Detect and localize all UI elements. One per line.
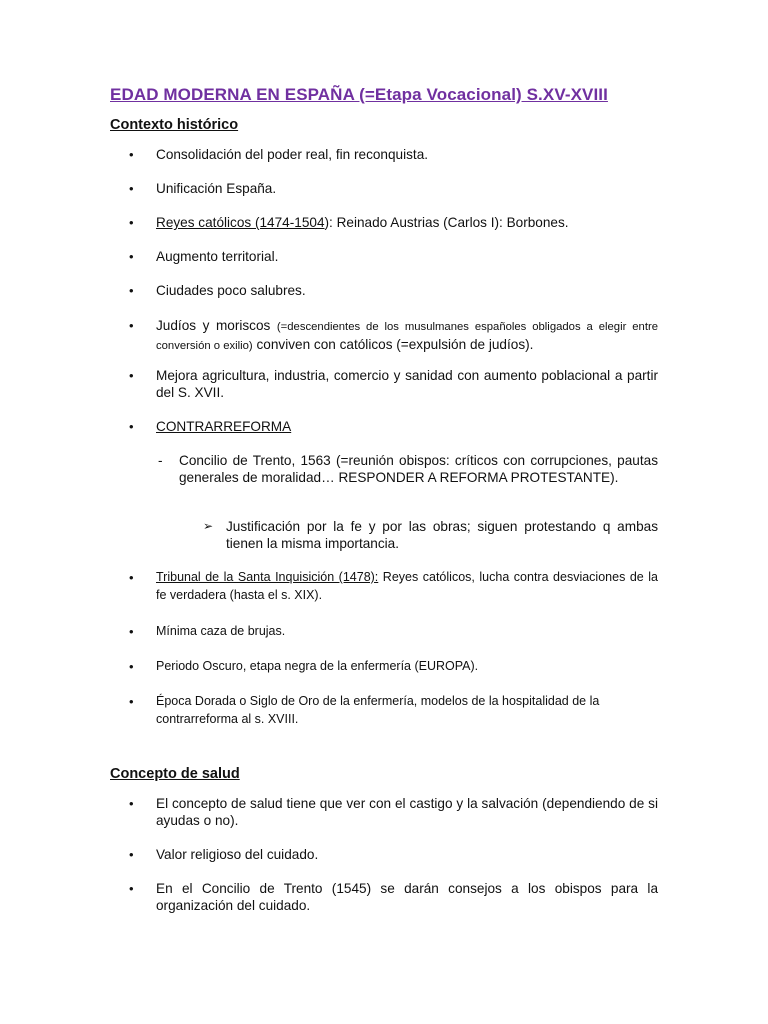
document-title: EDAD MODERNA EN ESPAÑA (=Etapa Vocacional) S.XV-XVIII — [110, 85, 608, 104]
list-item: Mínima caza de brujas. — [156, 624, 286, 638]
list-item — [156, 418, 658, 435]
bullet-marker: • — [129, 181, 134, 196]
bullet-marker: • — [129, 570, 134, 585]
arrow-bullet-icon: ➢ — [203, 519, 214, 533]
bullet-marker: • — [129, 847, 134, 862]
list-item: Periodo Oscuro, etapa negra de la enfermería (EUROPA). — [156, 659, 479, 673]
bullet-marker: • — [129, 624, 134, 639]
bullet-marker: • — [129, 659, 134, 674]
bullet-marker: • — [129, 249, 134, 264]
item-lead: Judíos y moriscos — [156, 318, 271, 333]
bullet-marker: • — [129, 694, 134, 709]
list-item: Ciudades poco salubres. — [156, 283, 306, 298]
list-item: Consolidación del poder real, fin reconquista. — [156, 147, 429, 162]
dash-marker: - — [158, 453, 163, 468]
underlined-text: Reyes católicos (1474-1504 — [156, 215, 325, 230]
list-item — [156, 214, 658, 231]
list-item: Mejora agricultura, industria, comercio y sanidad con aumento poblacional a partir del S. XVII. — [156, 368, 658, 400]
item-text: Reyes católicos, lucha contra desviaciones de la fe verdadera (hasta el s. XIX). — [156, 570, 658, 602]
item-text: conviven con católicos (=expulsión de judíos). — [256, 337, 534, 352]
list-item: Época Dorada o Siglo de Oro de la enfermería, modelos de la hospitalidad de la contrarreforma al s. XVIII. — [156, 694, 600, 726]
list-item: Unificación España. — [156, 181, 277, 196]
bullet-marker: • — [129, 215, 134, 230]
list-item: Justificación por la fe y por las obras; siguen protestando q ambas tienen la misma importancia. — [226, 519, 658, 551]
bullet-marker: • — [129, 881, 134, 896]
list-item — [156, 568, 658, 604]
bullet-marker: • — [129, 147, 134, 162]
bullet-marker: • — [129, 796, 134, 811]
bullet-marker: • — [129, 318, 134, 333]
list-item — [156, 317, 658, 355]
section-heading-concepto: Concepto de salud — [110, 766, 240, 782]
list-item: Concilio de Trento, 1563 (=reunión obispos: críticos con corrupciones, pautas generales de moralidad… RESPONDER A REFORMA PROTESTANTE). — [179, 453, 658, 485]
item-text: ): Reinado Austrias (Carlos I): Borbones. — [324, 215, 569, 230]
bullet-marker: • — [129, 419, 134, 434]
underlined-text: Tribunal de la Santa Inquisición (1478): — [156, 570, 379, 584]
list-item: El concepto de salud tiene que ver con el castigo y la salvación (dependiendo de si ayudas o no). — [156, 796, 658, 828]
section-heading-contexto: Contexto histórico — [110, 117, 239, 133]
list-item: Valor religioso del cuidado. — [156, 847, 319, 862]
bullet-marker: • — [129, 283, 134, 298]
underlined-text: CONTRARREFORMA — [156, 419, 292, 434]
list-item: Augmento territorial. — [156, 249, 279, 264]
bullet-marker: • — [129, 368, 134, 383]
list-item: En el Concilio de Trento (1545) se darán consejos a los obispos para la organización del cuidado. — [156, 881, 658, 913]
item-small-note: (=descendientes de los musulmanes españoles obligados a elegir entre conversión o exilio) — [156, 321, 659, 352]
